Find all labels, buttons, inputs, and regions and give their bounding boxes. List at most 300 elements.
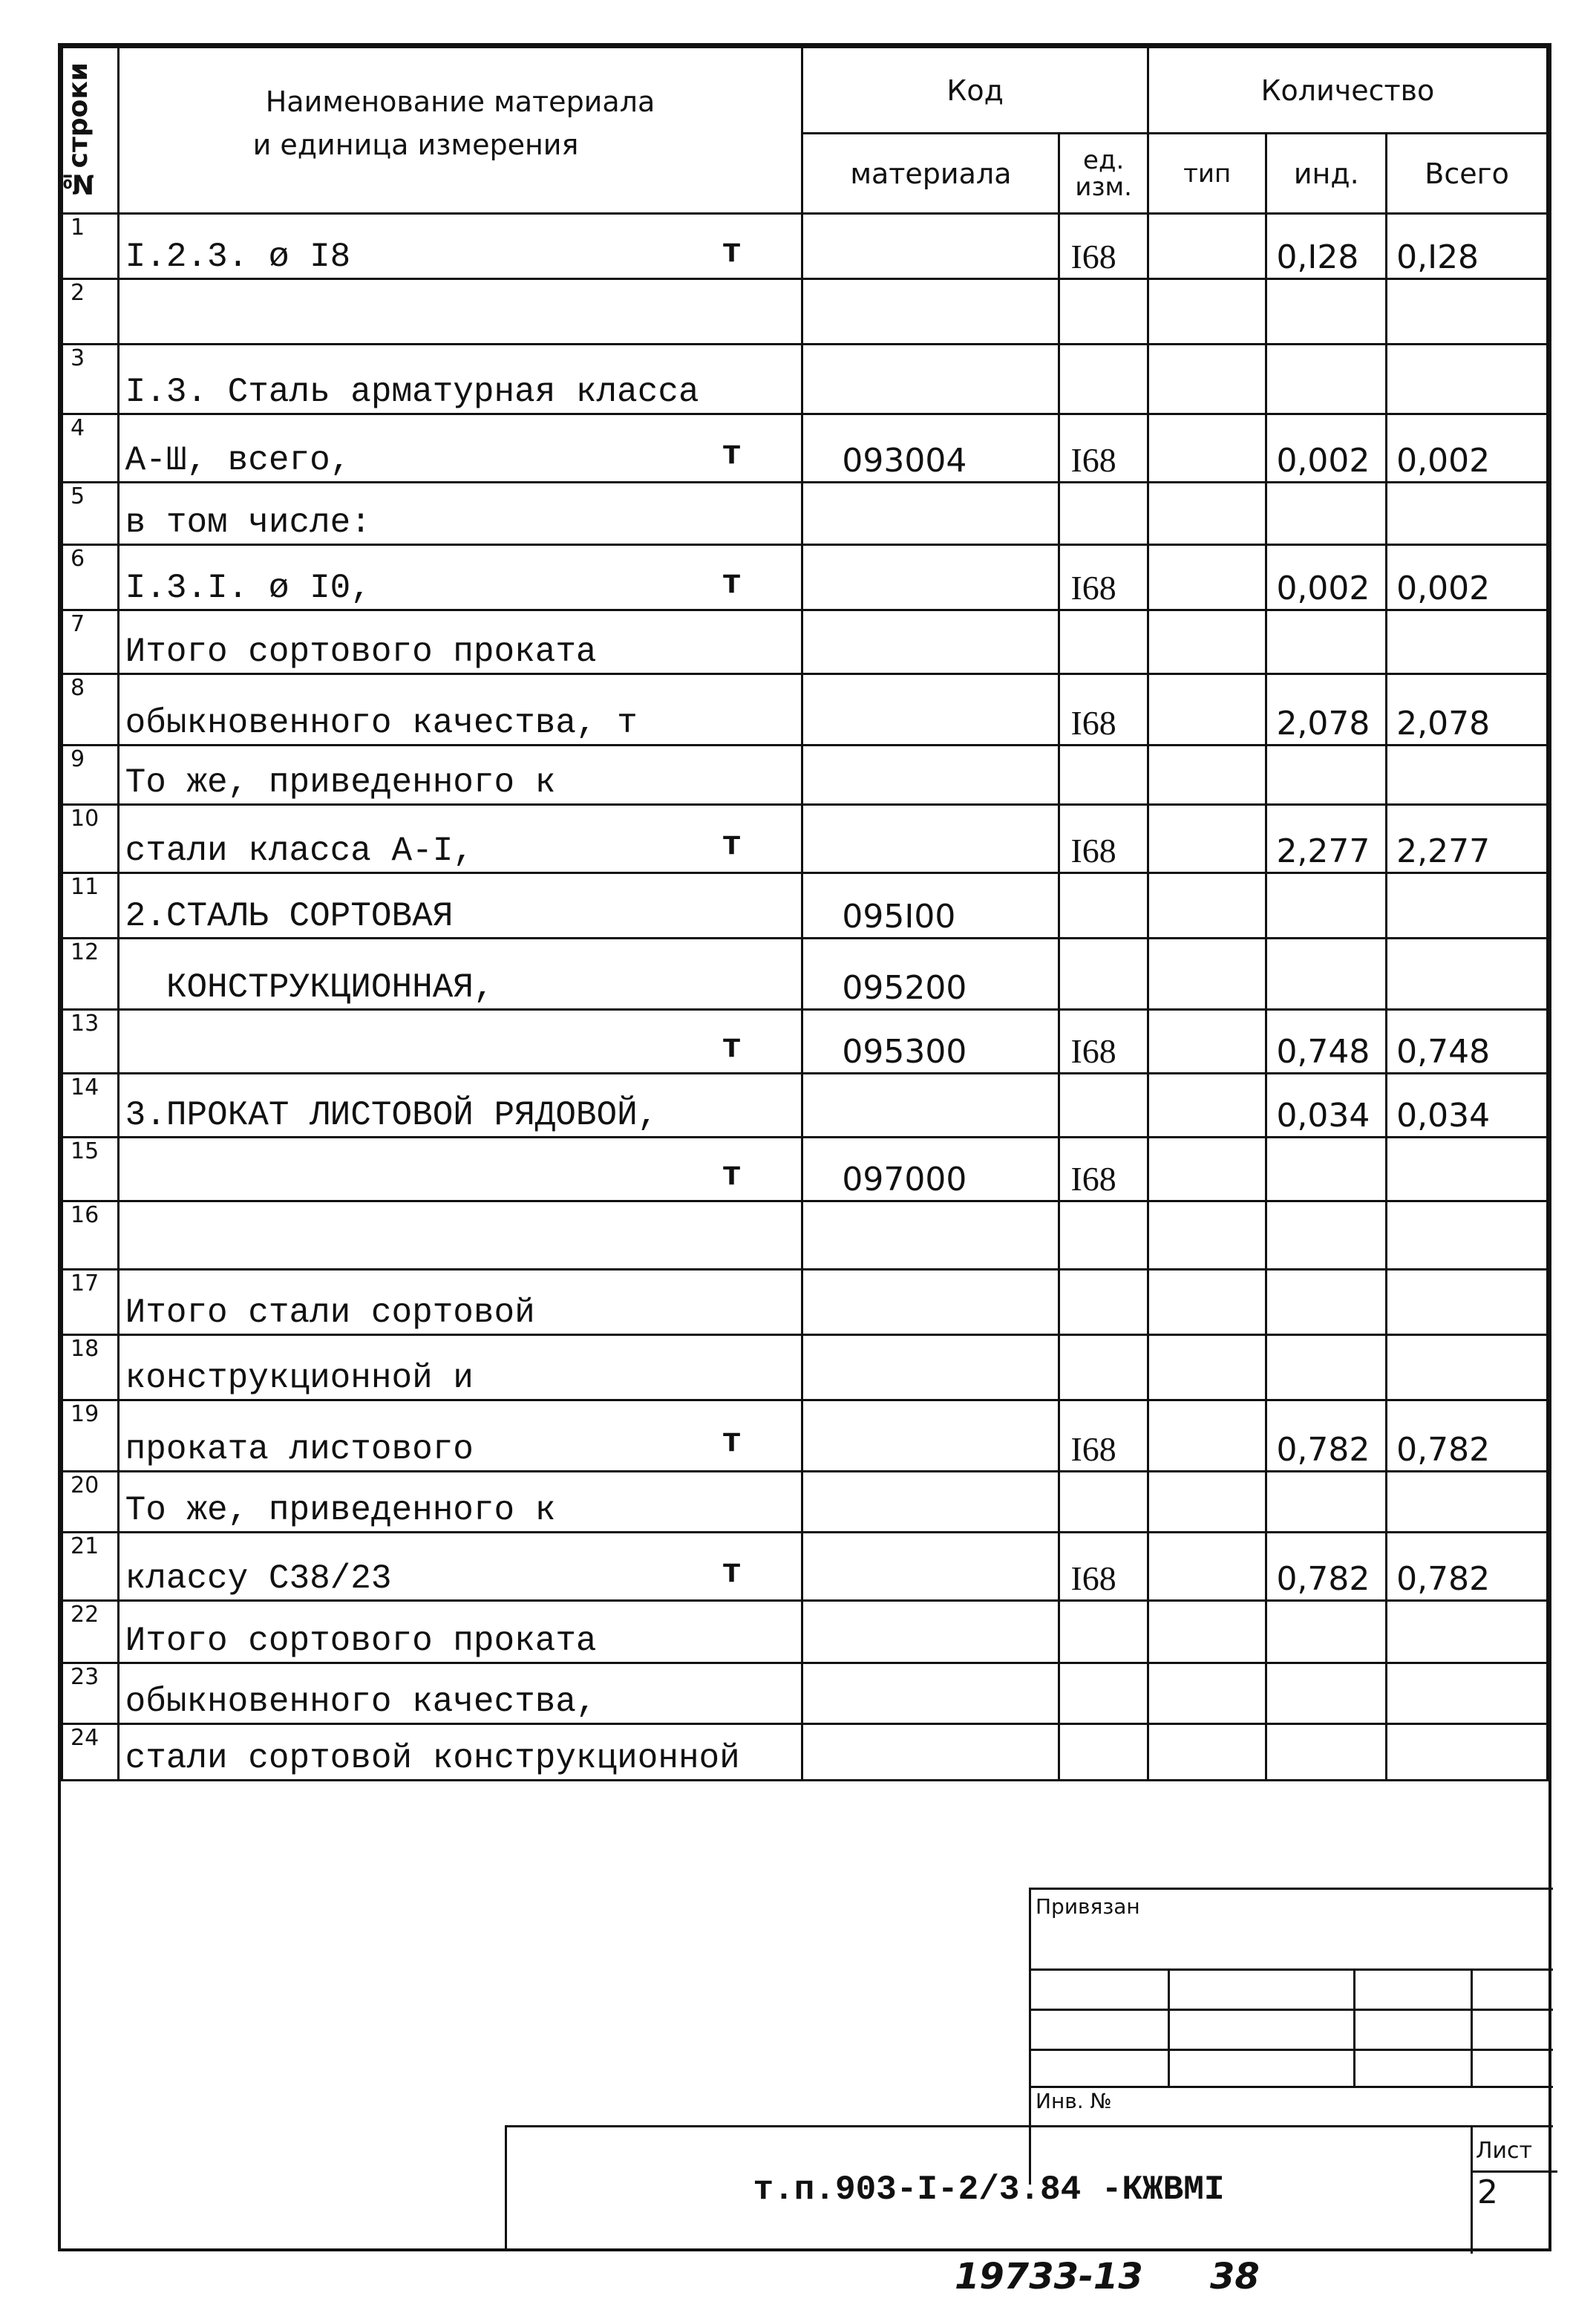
material-name: То же, приведенного к xyxy=(125,1491,556,1530)
quantity-type-cell xyxy=(1148,1472,1266,1533)
row-number-cell xyxy=(62,483,119,545)
material-name: I.2.3. ø I8 xyxy=(125,238,351,276)
unit-code: I68 xyxy=(1070,1559,1116,1597)
material-name-header xyxy=(118,48,802,214)
row-number-cell xyxy=(62,1335,119,1400)
unit-of-measure: т xyxy=(721,1155,742,1195)
material-name-cell xyxy=(118,1335,802,1400)
quantity-individual-cell xyxy=(1266,1270,1387,1335)
table-row xyxy=(62,1270,1548,1335)
material-name-cell xyxy=(118,1724,802,1781)
quantity-individual: 0,I28 xyxy=(1276,238,1359,276)
row-number-cell xyxy=(62,1270,119,1335)
row-number: 21 xyxy=(71,1533,99,1559)
table-row xyxy=(62,1335,1548,1400)
quantity-individual-cell xyxy=(1266,345,1387,414)
quantity-type-cell xyxy=(1148,1138,1266,1201)
materials-table-body xyxy=(62,214,1548,1781)
material-code-cell xyxy=(802,939,1059,1010)
unit-code-cell xyxy=(1059,873,1148,939)
drawing-sheet xyxy=(58,43,1551,2251)
unit-code-cell xyxy=(1059,1663,1148,1724)
title-block xyxy=(505,2125,1553,2251)
material-name-cell xyxy=(118,674,802,746)
quantity-individual-cell xyxy=(1266,1010,1387,1074)
row-number: 18 xyxy=(71,1336,99,1362)
quantity-individual-cell xyxy=(1266,610,1387,674)
material-name: То же, приведенного к xyxy=(125,763,556,802)
unit-code: I68 xyxy=(1070,832,1116,870)
unit-of-measure: т xyxy=(721,564,742,603)
unit-code-cell xyxy=(1059,483,1148,545)
material-name: 2.СТАЛЬ СОРТОВАЯ xyxy=(125,897,454,936)
material-name: А-Ш, всего, xyxy=(125,441,351,480)
quantity-type-cell xyxy=(1148,1074,1266,1138)
row-number-cell xyxy=(62,545,119,610)
quantity-type-cell xyxy=(1148,805,1266,873)
quantity-type-cell xyxy=(1148,214,1266,279)
quantity-individual-cell xyxy=(1266,1601,1387,1663)
row-number-cell xyxy=(62,345,119,414)
material-code-cell xyxy=(802,545,1059,610)
quantity-individual-cell xyxy=(1266,1335,1387,1400)
material-name: 3.ПРОКАТ ЛИСТОВОЙ РЯДОВОЙ, xyxy=(125,1096,658,1135)
quantity-type-cell xyxy=(1148,545,1266,610)
row-number: 6 xyxy=(71,546,85,572)
unit-code-cell xyxy=(1059,1472,1148,1533)
unit-code-cell xyxy=(1059,674,1148,746)
stamp-line xyxy=(1031,2009,1553,2011)
sheet-number-cell xyxy=(1471,2127,1557,2254)
quantity-total-cell xyxy=(1387,1663,1548,1724)
quantity-type-cell xyxy=(1148,873,1266,939)
material-name-header-line2: и единица измерения xyxy=(252,128,579,161)
material-name-cell xyxy=(118,279,802,345)
quantity-individual-cell xyxy=(1266,805,1387,873)
row-number: 16 xyxy=(71,1202,99,1228)
material-name: Итого сортового проката xyxy=(125,633,597,671)
material-name: стали класса А-I, xyxy=(125,832,474,870)
material-name-cell xyxy=(118,1201,802,1270)
table-row xyxy=(62,483,1548,545)
quantity-total-cell xyxy=(1387,1335,1548,1400)
quantity-individual-cell xyxy=(1266,483,1387,545)
unit-code-cell xyxy=(1059,1010,1148,1074)
row-number-header-label: №строки xyxy=(63,62,94,199)
unit-code: I68 xyxy=(1070,1160,1116,1198)
table-row xyxy=(62,1400,1548,1472)
row-number: 7 xyxy=(71,611,85,637)
material-code-cell xyxy=(802,414,1059,483)
quantity-total: 0,748 xyxy=(1396,1033,1491,1071)
quantity-total: 0,002 xyxy=(1396,570,1491,607)
material-name-cell xyxy=(118,1270,802,1335)
unit-code-cell xyxy=(1059,746,1148,805)
unit-code-header: ед. изм. xyxy=(1059,134,1148,214)
row-number-cell xyxy=(62,1472,119,1533)
table-row xyxy=(62,805,1548,873)
material-code-cell xyxy=(802,214,1059,279)
unit-code-cell xyxy=(1059,1533,1148,1601)
quantity-total-cell xyxy=(1387,1724,1548,1781)
table-row xyxy=(62,1138,1548,1201)
row-number-cell xyxy=(62,939,119,1010)
stamp-line xyxy=(1031,1968,1553,1971)
quantity-total-cell xyxy=(1387,939,1548,1010)
row-number: 14 xyxy=(71,1074,99,1100)
privyazan-label: Привязан xyxy=(1036,1894,1140,1919)
row-number: 23 xyxy=(71,1664,99,1690)
table-row xyxy=(62,746,1548,805)
quantity-total-cell xyxy=(1387,414,1548,483)
material-name-cell xyxy=(118,1010,802,1074)
row-number-cell xyxy=(62,746,119,805)
quantity-individual: 0,782 xyxy=(1276,1560,1370,1598)
quantity-group-header: Количество xyxy=(1148,48,1547,134)
row-number: 2 xyxy=(71,280,85,306)
table-row xyxy=(62,1601,1548,1663)
material-code-cell xyxy=(802,746,1059,805)
table-row xyxy=(62,279,1548,345)
table-row xyxy=(62,674,1548,746)
row-number: 5 xyxy=(71,483,85,509)
unit-code: I68 xyxy=(1070,704,1116,742)
row-number-cell xyxy=(62,1074,119,1138)
quantity-individual-cell xyxy=(1266,1663,1387,1724)
unit-code-cell xyxy=(1059,1138,1148,1201)
row-number-header xyxy=(62,48,119,214)
code-group-header: Код xyxy=(802,48,1148,134)
row-number-cell xyxy=(62,1533,119,1601)
sheet-label: Лист xyxy=(1476,2138,1533,2164)
quantity-individual-cell xyxy=(1266,939,1387,1010)
unit-code-cell xyxy=(1059,939,1148,1010)
quantity-total-cell xyxy=(1387,1138,1548,1201)
material-name-header-line1: Наименование материала xyxy=(265,85,655,118)
quantity-total-cell xyxy=(1387,1010,1548,1074)
quantity-individual-cell xyxy=(1266,1472,1387,1533)
material-name-cell xyxy=(118,746,802,805)
quantity-individual: 2,078 xyxy=(1276,705,1370,743)
row-number-cell xyxy=(62,805,119,873)
row-number-cell xyxy=(62,674,119,746)
unit-code-cell xyxy=(1059,545,1148,610)
row-number: 11 xyxy=(71,874,99,900)
unit-of-measure: т xyxy=(721,1028,742,1067)
row-number: 4 xyxy=(71,415,85,441)
quantity-total-cell xyxy=(1387,214,1548,279)
row-number: 17 xyxy=(71,1270,99,1296)
material-code-cell xyxy=(802,279,1059,345)
table-row xyxy=(62,1724,1548,1781)
row-number-cell xyxy=(62,1663,119,1724)
unit-of-measure: т xyxy=(721,1553,742,1592)
material-name: стали сортовой конструкционной xyxy=(125,1739,740,1778)
quantity-total-cell xyxy=(1387,674,1548,746)
quantity-individual: 0,002 xyxy=(1276,442,1370,480)
unit-of-measure: т xyxy=(721,825,742,864)
quantity-total: 0,I28 xyxy=(1396,238,1479,276)
table-row xyxy=(62,939,1548,1010)
material-code-cell xyxy=(802,1270,1059,1335)
quantity-type-cell xyxy=(1148,1010,1266,1074)
material-name: Итого стали сортовой xyxy=(125,1294,535,1332)
material-code-cell xyxy=(802,345,1059,414)
unit-code-cell xyxy=(1059,279,1148,345)
row-number: 9 xyxy=(71,746,85,772)
row-number: 1 xyxy=(71,215,85,241)
row-number-cell xyxy=(62,610,119,674)
material-code-cell xyxy=(802,1724,1059,1781)
quantity-type-header: тип xyxy=(1148,134,1266,214)
quantity-type-cell xyxy=(1148,1335,1266,1400)
row-number: 15 xyxy=(71,1138,99,1164)
material-name: в том числе: xyxy=(125,503,371,542)
row-number-cell xyxy=(62,1724,119,1781)
quantity-total: 2,078 xyxy=(1396,705,1491,743)
unit-code-cell xyxy=(1059,1724,1148,1781)
quantity-total: 2,277 xyxy=(1396,832,1491,870)
unit-code: I68 xyxy=(1070,238,1116,275)
quantity-total-header: Всего xyxy=(1387,134,1548,214)
material-name: I.3.I. ø I0, xyxy=(125,569,371,607)
materials-table xyxy=(61,46,1548,1781)
material-code: 095I00 xyxy=(842,898,956,936)
row-number-cell xyxy=(62,1601,119,1663)
quantity-total-cell xyxy=(1387,279,1548,345)
quantity-individual-cell xyxy=(1266,545,1387,610)
quantity-type-cell xyxy=(1148,1201,1266,1270)
table-row xyxy=(62,345,1548,414)
material-name-cell xyxy=(118,805,802,873)
table-row xyxy=(62,1663,1548,1724)
quantity-total-cell xyxy=(1387,1472,1548,1533)
quantity-total: 0,002 xyxy=(1396,442,1491,480)
quantity-individual: 0,002 xyxy=(1276,570,1370,607)
stamp-line xyxy=(1031,2086,1553,2088)
unit-code-cell xyxy=(1059,214,1148,279)
unit-code-cell xyxy=(1059,610,1148,674)
quantity-type-cell xyxy=(1148,414,1266,483)
material-code-cell xyxy=(802,873,1059,939)
unit-of-measure: т xyxy=(721,434,742,474)
material-name-cell xyxy=(118,1138,802,1201)
row-number: 19 xyxy=(71,1401,99,1427)
quantity-type-cell xyxy=(1148,1663,1266,1724)
table-row xyxy=(62,545,1548,610)
material-name-cell xyxy=(118,1472,802,1533)
material-code: 095300 xyxy=(842,1033,967,1071)
archive-number: 19733-13 xyxy=(955,2256,1143,2297)
quantity-total-cell xyxy=(1387,483,1548,545)
quantity-individual-cell xyxy=(1266,279,1387,345)
quantity-individual: 0,748 xyxy=(1276,1033,1370,1071)
document-code: т.п.903-I-2/3.84 -КЖВМI xyxy=(753,2170,1225,2209)
quantity-type-cell xyxy=(1148,1601,1266,1663)
material-code-cell xyxy=(802,1138,1059,1201)
quantity-individual-cell xyxy=(1266,1201,1387,1270)
stamp-line xyxy=(1473,2170,1557,2173)
quantity-total: 0,034 xyxy=(1396,1097,1491,1135)
row-number: 3 xyxy=(71,345,85,371)
material-code: 093004 xyxy=(842,442,967,480)
material-code-cell xyxy=(802,1335,1059,1400)
quantity-individual-cell xyxy=(1266,1724,1387,1781)
quantity-total-cell xyxy=(1387,610,1548,674)
material-name-cell xyxy=(118,545,802,610)
quantity-individual-cell xyxy=(1266,414,1387,483)
quantity-total-cell xyxy=(1387,1270,1548,1335)
material-code-cell xyxy=(802,674,1059,746)
quantity-total-cell xyxy=(1387,1201,1548,1270)
material-code-cell xyxy=(802,1400,1059,1472)
quantity-total-cell xyxy=(1387,1533,1548,1601)
quantity-total-cell xyxy=(1387,1400,1548,1472)
row-number: 10 xyxy=(71,806,99,832)
quantity-type-cell xyxy=(1148,746,1266,805)
quantity-individual-cell xyxy=(1266,214,1387,279)
unit-code-cell xyxy=(1059,1601,1148,1663)
material-code-cell xyxy=(802,1010,1059,1074)
material-name-cell xyxy=(118,873,802,939)
inventory-number-label: Инв. № xyxy=(1036,2089,1112,2113)
material-name: проката листового xyxy=(125,1430,474,1469)
sheet-number: 2 xyxy=(1477,2173,1498,2211)
material-code-cell xyxy=(802,805,1059,873)
material-name: обыкновенного качества, т xyxy=(125,704,638,743)
material-code: 095200 xyxy=(842,969,967,1007)
table-row xyxy=(62,214,1548,279)
unit-code: I68 xyxy=(1070,1032,1116,1070)
stamp-line xyxy=(1168,1968,1170,2086)
quantity-total: 0,782 xyxy=(1396,1431,1491,1469)
quantity-total-cell xyxy=(1387,805,1548,873)
material-name-cell xyxy=(118,610,802,674)
row-number-cell xyxy=(62,1010,119,1074)
row-number-cell xyxy=(62,1201,119,1270)
quantity-individual: 2,277 xyxy=(1276,832,1370,870)
material-code-cell xyxy=(802,1533,1059,1601)
material-name-cell xyxy=(118,1601,802,1663)
quantity-total-cell xyxy=(1387,545,1548,610)
unit-code-cell xyxy=(1059,1201,1148,1270)
quantity-type-cell xyxy=(1148,939,1266,1010)
material-name-cell xyxy=(118,1074,802,1138)
table-row xyxy=(62,873,1548,939)
material-name-cell xyxy=(118,939,802,1010)
quantity-individual-cell xyxy=(1266,873,1387,939)
material-name-cell xyxy=(118,1400,802,1472)
unit-of-measure: т xyxy=(721,232,742,272)
quantity-individual-header: инд. xyxy=(1266,134,1387,214)
table-row xyxy=(62,1074,1548,1138)
table-row xyxy=(62,1533,1548,1601)
quantity-type-cell xyxy=(1148,1533,1266,1601)
quantity-type-cell xyxy=(1148,279,1266,345)
quantity-individual-cell xyxy=(1266,1400,1387,1472)
quantity-individual-cell xyxy=(1266,1074,1387,1138)
quantity-type-cell xyxy=(1148,610,1266,674)
quantity-type-cell xyxy=(1148,1400,1266,1472)
quantity-individual: 0,782 xyxy=(1276,1431,1370,1469)
table-row xyxy=(62,414,1548,483)
quantity-individual-cell xyxy=(1266,746,1387,805)
row-number-cell xyxy=(62,214,119,279)
material-name: классу С38/23 xyxy=(125,1559,392,1598)
quantity-total-cell xyxy=(1387,1601,1548,1663)
material-code-cell xyxy=(802,1201,1059,1270)
stamp-line xyxy=(1031,2049,1553,2051)
material-name-cell xyxy=(118,1533,802,1601)
unit-code-cell xyxy=(1059,1270,1148,1335)
unit-code-cell xyxy=(1059,1400,1148,1472)
quantity-type-cell xyxy=(1148,674,1266,746)
quantity-type-cell xyxy=(1148,1724,1266,1781)
material-name: Итого сортового проката xyxy=(125,1622,597,1660)
table-row xyxy=(62,1201,1548,1270)
material-name: конструкционной и xyxy=(125,1359,474,1397)
unit-code-cell xyxy=(1059,1074,1148,1138)
row-number: 20 xyxy=(71,1472,99,1498)
table-row xyxy=(62,610,1548,674)
page-number-handwritten: 38 xyxy=(1210,2256,1260,2297)
quantity-total-cell xyxy=(1387,1074,1548,1138)
table-row xyxy=(62,1010,1548,1074)
quantity-type-cell xyxy=(1148,1270,1266,1335)
unit-code-cell xyxy=(1059,414,1148,483)
row-number-cell xyxy=(62,1138,119,1201)
stamp-line xyxy=(1353,1968,1355,2086)
quantity-individual: 0,034 xyxy=(1276,1097,1370,1135)
unit-of-measure: т xyxy=(721,1422,742,1461)
material-code-cell xyxy=(802,1601,1059,1663)
row-number: 8 xyxy=(71,675,85,701)
quantity-individual-cell xyxy=(1266,674,1387,746)
row-number-cell xyxy=(62,414,119,483)
row-number: 13 xyxy=(71,1011,99,1037)
quantity-type-cell xyxy=(1148,345,1266,414)
material-name-cell xyxy=(118,1663,802,1724)
unit-code-cell xyxy=(1059,1335,1148,1400)
material-code-cell xyxy=(802,1074,1059,1138)
material-code: 097000 xyxy=(842,1161,967,1198)
unit-code: I68 xyxy=(1070,441,1116,479)
material-code-cell xyxy=(802,1472,1059,1533)
quantity-total: 0,782 xyxy=(1396,1560,1491,1598)
material-name-cell xyxy=(118,214,802,279)
row-number-cell xyxy=(62,279,119,345)
material-code-cell xyxy=(802,483,1059,545)
row-number: 22 xyxy=(71,1602,99,1628)
quantity-individual-cell xyxy=(1266,1533,1387,1601)
stamp-line xyxy=(1471,1968,1473,2086)
material-name-cell xyxy=(118,345,802,414)
material-name-cell xyxy=(118,414,802,483)
row-number: 24 xyxy=(71,1725,99,1751)
row-number-cell xyxy=(62,873,119,939)
quantity-total-cell xyxy=(1387,873,1548,939)
material-name: КОНСТРУКЦИОННАЯ, xyxy=(125,968,494,1007)
unit-code-cell xyxy=(1059,805,1148,873)
table-row xyxy=(62,1472,1548,1533)
quantity-type-cell xyxy=(1148,483,1266,545)
material-code-cell xyxy=(802,1663,1059,1724)
quantity-individual-cell xyxy=(1266,1138,1387,1201)
unit-code-cell xyxy=(1059,345,1148,414)
row-number: 12 xyxy=(71,939,99,965)
material-name: I.3. Сталь арматурная класса xyxy=(125,373,699,411)
material-code-header: материала xyxy=(802,134,1059,214)
